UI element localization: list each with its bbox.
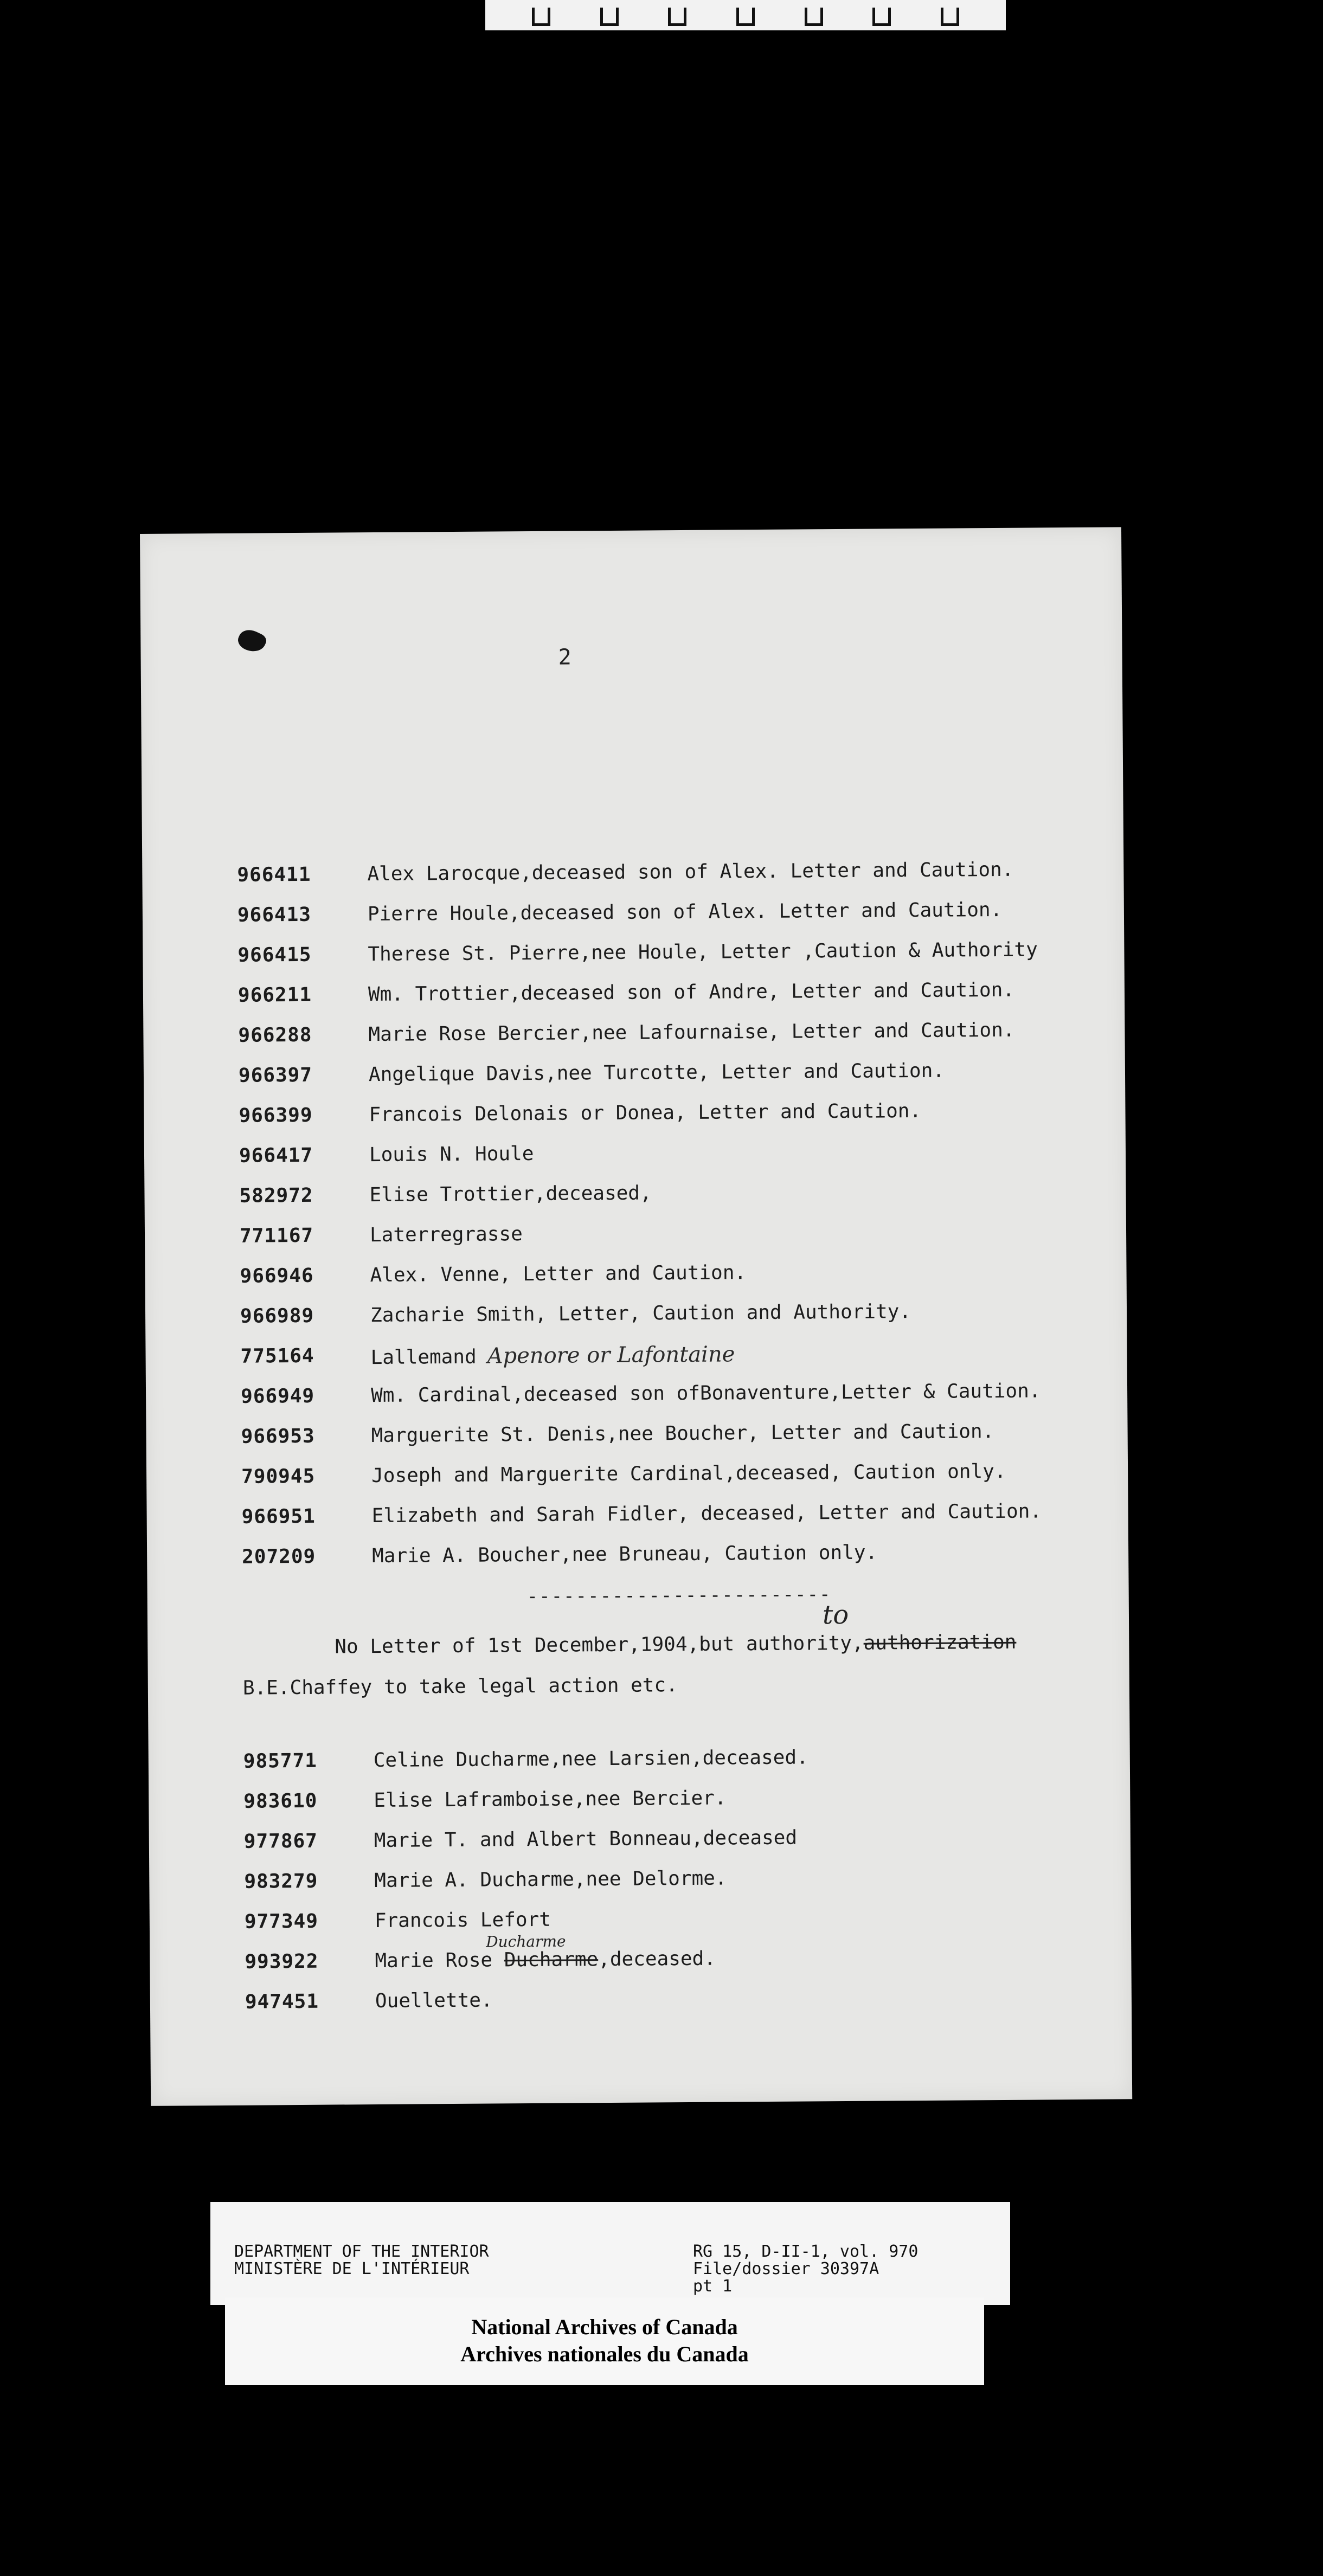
page-number: 2 (558, 645, 571, 670)
reference-line-2: File/dossier 30397A (693, 2259, 879, 2278)
scale-tick (532, 8, 550, 26)
note-line-2: B.E.Chaffey to take legal action etc. (242, 1674, 678, 1699)
scale-tick (872, 8, 891, 26)
scale-tick (600, 8, 619, 26)
struck-text: authorization (863, 1631, 1017, 1654)
handwritten-insert: to (822, 1599, 849, 1631)
catalog-label (210, 2202, 1010, 2305)
note-line-1: No Letter of 1st December,1904,but authority,authorization (335, 1631, 1017, 1658)
handwritten-insert: Ducharme (486, 1932, 566, 1951)
reference-line-3: pt 1 (693, 2277, 733, 2296)
scale-strip (485, 0, 1006, 30)
separator-line: ------------------------- (526, 1583, 832, 1608)
document-page (140, 527, 1132, 2106)
scale-tick (668, 8, 686, 26)
scale-tick (805, 8, 823, 26)
scale-tick (941, 8, 959, 26)
entries-top-list (140, 527, 1121, 1568)
reference-line-1: RG 15, D-II-1, vol. 970 (693, 2242, 919, 2261)
archives-label (225, 2297, 984, 2385)
struck-text: Ducharme (504, 1948, 599, 1972)
department-fr: MINISTÈRE DE L'INTÉRIEUR (234, 2259, 470, 2278)
scale-tick (736, 8, 755, 26)
handwritten-annotation: Apenore or Lafontaine (487, 1342, 735, 1369)
archives-name-fr: Archives nationales du Canada (460, 2342, 749, 2366)
archives-name-en: National Archives of Canada (471, 2315, 738, 2339)
ink-smudge (235, 626, 268, 656)
department-en: DEPARTMENT OF THE INTERIOR (234, 2242, 489, 2261)
